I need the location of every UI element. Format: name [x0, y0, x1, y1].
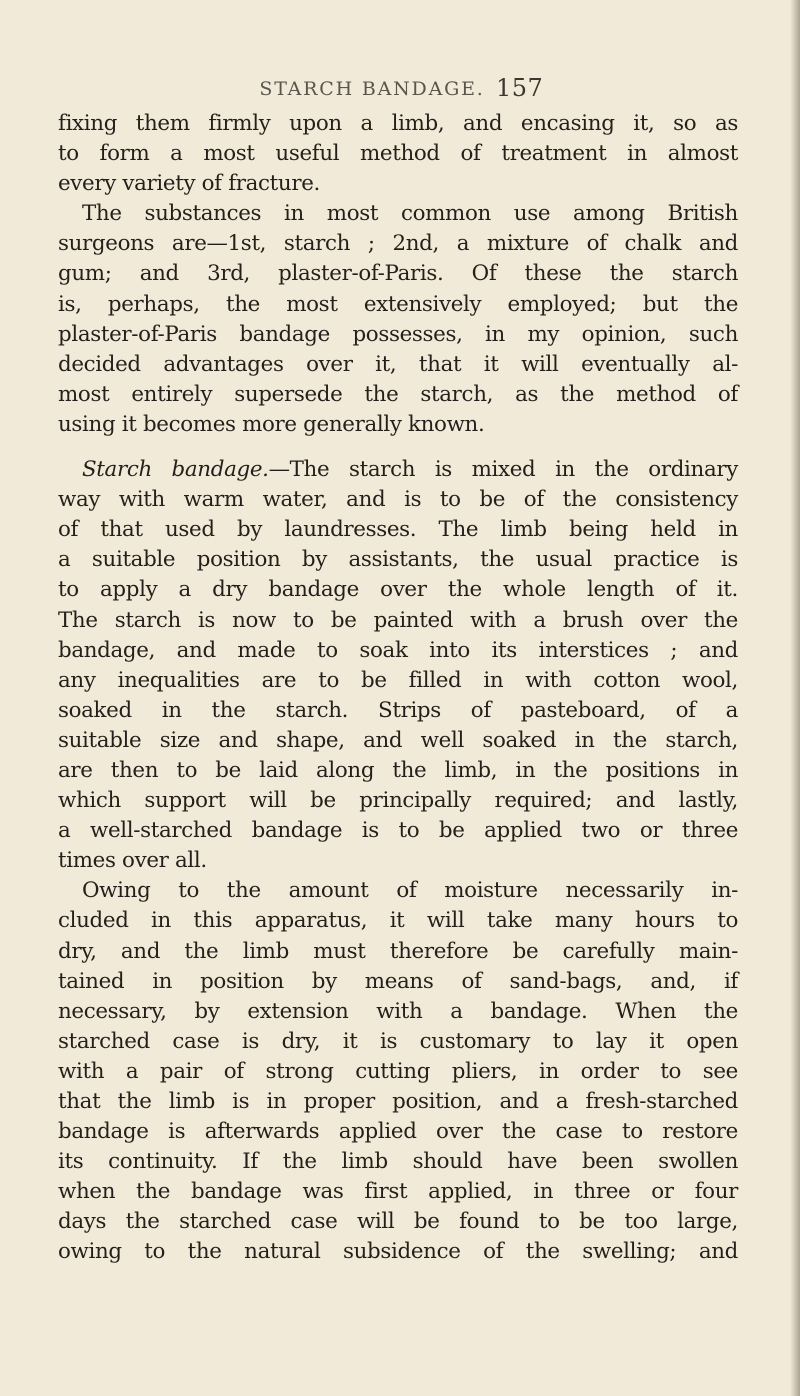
text-line: Owing to the amount of moisture necessarily in-: [82, 878, 738, 904]
running-head: [258, 74, 798, 102]
text-line: decided advantages over it, that it will eventually al-: [58, 351, 738, 377]
text-line: bandage is afterwards applied over the case to restore: [58, 1119, 738, 1145]
text-line: fixing them firmly upon a limb, and encasing it, so as: [58, 111, 738, 136]
text-line: its continuity. If the limb should have been swollen: [58, 1149, 738, 1175]
text-line: times over all.: [58, 848, 207, 874]
page-edge-shadow: [790, 0, 800, 1396]
text-line: most entirely supersede the starch, as the method of: [58, 381, 738, 407]
paragraph-gap: [58, 440, 738, 455]
text-line: suitable size and shape, and well soaked in the starch,: [58, 727, 738, 753]
text-line: which support will be principally required; and lastly,: [58, 788, 738, 814]
text-line: The starch is now to be painted with a brush over the: [58, 607, 738, 633]
text-line: way with warm water, and is to be of the consistency: [58, 487, 738, 513]
text-line: days the starched case will be found to be too large,: [58, 1209, 738, 1235]
text-line: of that used by laundresses. The limb being held in: [58, 517, 738, 543]
text-line: every variety of fracture.: [58, 171, 320, 197]
text-line: using it becomes more generally known.: [58, 411, 485, 437]
text-line: cluded in this apparatus, it will take many hours to: [58, 908, 738, 934]
text-line: necessary, by extension with a bandage. When the: [58, 998, 738, 1024]
section-heading: Starch bandage.: [82, 457, 269, 483]
text-line: gum; and 3rd, plaster-of-Paris. Of these the starch: [58, 261, 738, 287]
text-line: with a pair of strong cutting pliers, in order to see: [58, 1058, 738, 1084]
text-line: a well-starched bandage is to be applied two or three: [58, 818, 738, 844]
text-line: to form a most useful method of treatment in almost: [58, 141, 738, 167]
text-line: are then to be laid along the limb, in the positions in: [58, 757, 738, 783]
text-line: a suitable position by assistants, the usual practice is: [58, 547, 738, 573]
text-line: surgeons are—1st, starch ; 2nd, a mixture of chalk and: [58, 231, 738, 257]
text-line: owing to the natural subsidence of the swelling; and: [58, 1239, 738, 1265]
text-line: when the bandage was first applied, in three or four: [58, 1179, 738, 1205]
page-number: 157: [496, 74, 544, 102]
running-head-title: STARCH BANDAGE.: [259, 78, 485, 100]
text-line: dry, and the limb must therefore be carefully main-: [58, 938, 738, 964]
text-line: tained in position by means of sand-bags, and, if: [58, 968, 738, 994]
text-line: soaked in the starch. Strips of pasteboard, of a: [58, 697, 738, 723]
text-line: plaster-of-Paris bandage possesses, in my opinion, such: [58, 321, 738, 347]
text-line: that the limb is in proper position, and a fresh-starched: [58, 1089, 738, 1114]
text-line: is, perhaps, the most extensively employed; but the: [58, 291, 738, 317]
text-line: starched case is dry, it is customary to lay it open: [58, 1028, 738, 1054]
text-line: to apply a dry bandage over the whole length of it.: [58, 577, 738, 603]
text-line: The substances in most common use among British: [82, 201, 738, 227]
body-text: [58, 109, 738, 1268]
text-line-continuation: —The starch is mixed in the ordinary: [268, 457, 738, 483]
text-line: any inequalities are to be filled in with cotton wool,: [58, 667, 738, 693]
text-line: bandage, and made to soak into its interstices ; and: [58, 637, 738, 663]
text-line-with-heading: [58, 455, 738, 485]
